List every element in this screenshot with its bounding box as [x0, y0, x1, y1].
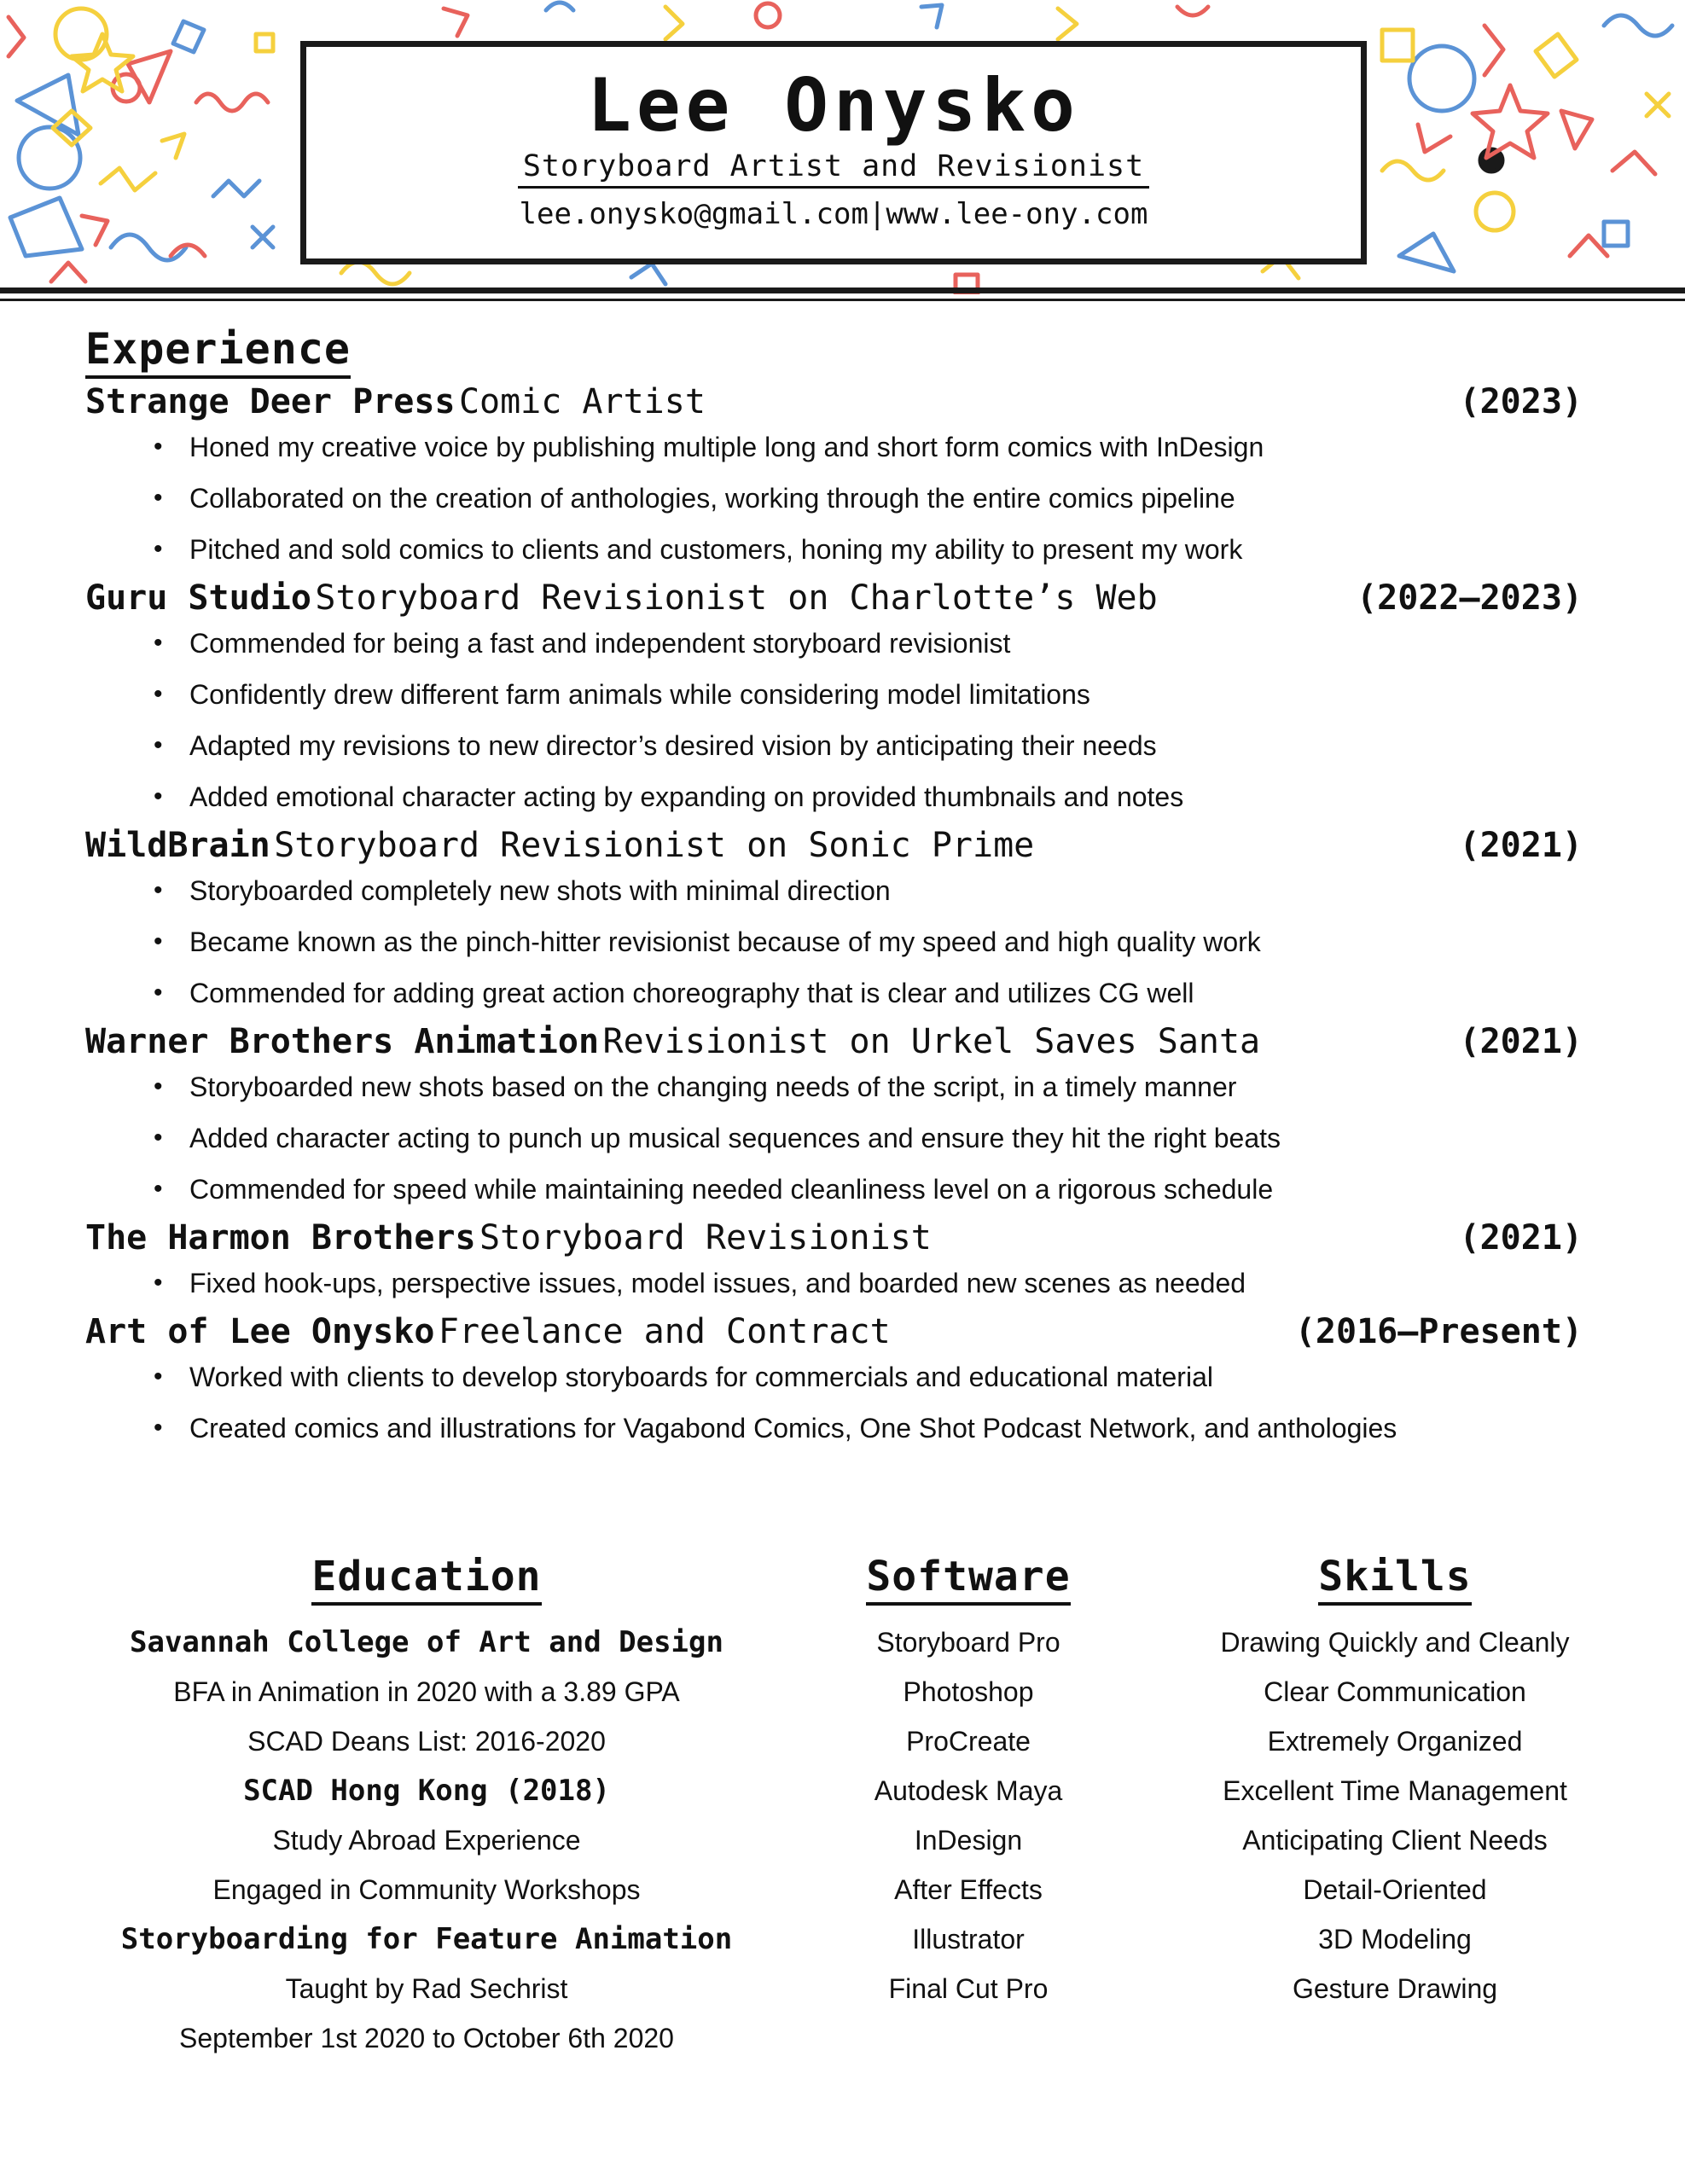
- software-item: Autodesk Maya: [874, 1775, 1063, 1806]
- experience-job: [85, 382, 1621, 575]
- education-entry-list: [85, 1618, 768, 2063]
- skills-item: Clear Communication: [1264, 1676, 1526, 1707]
- job-company: Art of Lee Onysko: [85, 1312, 435, 1351]
- software-item: Storyboard Pro: [876, 1627, 1060, 1658]
- job-bullet-list: [85, 1061, 1621, 1215]
- education-entry-detail: SCAD Deans List: 2016-2020: [247, 1726, 606, 1757]
- software-heading: Software: [866, 1553, 1070, 1606]
- job-bullet: • Adapted my revisions to new director’s desired vision by anticipating their needs: [189, 720, 1621, 771]
- education-entry-detail: September 1st 2020 to October 6th 2020: [179, 2023, 674, 2053]
- job-bullet: • Worked with clients to develop storyboards for commercials and educational material: [189, 1351, 1621, 1403]
- software-item: Photoshop: [903, 1676, 1034, 1707]
- skills-heading: Skills: [1318, 1553, 1471, 1606]
- job-company: Strange Deer Press: [85, 382, 456, 421]
- software-item: Illustrator: [912, 1924, 1025, 1955]
- skills-item: Anticipating Client Needs: [1242, 1825, 1548, 1856]
- job-title-left: [85, 1022, 1460, 1061]
- job-company: WildBrain: [85, 826, 270, 865]
- education-entry-title: SCAD Hong Kong (2018): [243, 1774, 610, 1808]
- job-role: Storyboard Revisionist on Sonic Prime: [274, 826, 1035, 865]
- software-item: ProCreate: [906, 1726, 1031, 1757]
- job-bullet: • Collaborated on the creation of anthologies, working through the entire comics pipeline: [189, 473, 1621, 524]
- job-bullet: • Pitched and sold comics to clients and customers, honing my ability to present my work: [189, 524, 1621, 575]
- job-bullet: • Storyboarded new shots based on the changing needs of the script, in a timely manner: [189, 1061, 1621, 1112]
- skills-item-list: [1169, 1618, 1621, 2013]
- job-role: Comic Artist: [458, 382, 706, 421]
- job-title-line: [85, 826, 1583, 865]
- software-item: Final Cut Pro: [888, 1973, 1049, 2004]
- job-title-left: [85, 826, 1460, 865]
- job-title-line: [85, 578, 1583, 618]
- skills-item: Drawing Quickly and Cleanly: [1220, 1627, 1570, 1658]
- job-title-left: [85, 1312, 1295, 1351]
- experience-job: [85, 1312, 1621, 1454]
- job-company: Warner Brothers Animation: [85, 1022, 600, 1061]
- job-date: (2016–Present): [1294, 1312, 1583, 1351]
- skills-item: Extremely Organized: [1267, 1726, 1523, 1757]
- job-bullet-list: [85, 421, 1621, 575]
- job-title-left: [85, 578, 1357, 618]
- experience-job-list: [85, 382, 1621, 1454]
- job-bullet: • Confidently drew different farm animals while considering model limitations: [189, 669, 1621, 720]
- education-entry-detail: Taught by Rad Sechrist: [285, 1973, 568, 2004]
- software-item: After Effects: [894, 1874, 1043, 1905]
- name-card: [300, 41, 1367, 264]
- skills-item: Gesture Drawing: [1292, 1973, 1498, 2004]
- experience-job: [85, 578, 1621, 822]
- job-company: The Harmon Brothers: [85, 1218, 476, 1258]
- job-title-left: [85, 1218, 1460, 1258]
- job-date: (2022–2023): [1357, 578, 1583, 618]
- job-title-line: [85, 382, 1583, 421]
- job-bullet-list: [85, 1258, 1621, 1309]
- job-bullet: • Added character acting to punch up musical sequences and ensure they hit the right beats: [189, 1112, 1621, 1164]
- education-entry-title: Storyboarding for Feature Animation: [120, 1922, 733, 1956]
- education-entry-title: Savannah College of Art and Design: [130, 1625, 723, 1659]
- job-title-line: [85, 1218, 1583, 1258]
- page-title: Lee Onysko: [587, 63, 1080, 148]
- software-item: InDesign: [914, 1825, 1023, 1856]
- header-divider-thin: [0, 299, 1685, 301]
- education-section: [85, 1553, 768, 2063]
- job-company: Guru Studio: [85, 578, 311, 618]
- skills-section: [1169, 1553, 1621, 2013]
- job-subtitle: Storyboard Artist and Revisionist: [518, 149, 1149, 189]
- job-bullet-list: [85, 865, 1621, 1019]
- skills-item: Detail-Oriented: [1303, 1874, 1487, 1905]
- job-bullet: • Storyboarded completely new shots with minimal direction: [189, 865, 1621, 916]
- job-bullet: • Commended for speed while maintaining needed cleanliness level on a rigorous schedule: [189, 1164, 1621, 1215]
- job-role: Storyboard Revisionist on Charlotte’s Web: [315, 578, 1158, 618]
- contact-line: lee.onysko@gmail.com|www.lee-ony.com: [519, 197, 1148, 231]
- job-title-line: [85, 1312, 1583, 1351]
- job-bullet: • Fixed hook-ups, perspective issues, model issues, and boarded new scenes as needed: [189, 1258, 1621, 1309]
- job-role: Freelance and Contract: [438, 1312, 891, 1351]
- education-entry-detail: Engaged in Community Workshops: [212, 1874, 641, 1905]
- job-bullet: • Commended for adding great action choreography that is clear and utilizes CG well: [189, 967, 1621, 1019]
- job-date: (2021): [1459, 1022, 1583, 1061]
- skills-item: Excellent Time Management: [1223, 1775, 1567, 1806]
- education-entry-detail: Study Abroad Experience: [272, 1825, 581, 1856]
- education-heading: Education: [311, 1553, 541, 1606]
- job-title-left: [85, 382, 1460, 421]
- job-bullet: • Honed my creative voice by publishing multiple long and short form comics with InDesign: [189, 421, 1621, 473]
- job-date: (2023): [1459, 382, 1583, 421]
- experience-heading: Experience: [85, 324, 351, 379]
- job-bullet: • Added emotional character acting by expanding on provided thumbnails and notes: [189, 771, 1621, 822]
- job-bullet: • Became known as the pinch-hitter revisionist because of my speed and high quality work: [189, 916, 1621, 967]
- job-role: Storyboard Revisionist: [479, 1218, 932, 1258]
- job-title-line: [85, 1022, 1583, 1061]
- experience-job: [85, 826, 1621, 1019]
- experience-job: [85, 1218, 1621, 1309]
- software-section: [768, 1553, 1169, 2013]
- experience-section: [85, 324, 1621, 1454]
- job-role: Revisionist on Urkel Saves Santa: [602, 1022, 1261, 1061]
- job-bullet: • Commended for being a fast and independent storyboard revisionist: [189, 618, 1621, 669]
- job-bullet-list: [85, 618, 1621, 822]
- job-bullet-list: [85, 1351, 1621, 1454]
- experience-job: [85, 1022, 1621, 1215]
- job-bullet: • Created comics and illustrations for Vagabond Comics, One Shot Podcast Network, and anthologies: [189, 1403, 1621, 1454]
- job-date: (2021): [1459, 1218, 1583, 1258]
- job-date: (2021): [1459, 826, 1583, 865]
- software-item-list: [768, 1618, 1169, 2013]
- education-entry-detail: BFA in Animation in 2020 with a 3.89 GPA: [173, 1676, 680, 1707]
- header-divider-thick: [0, 288, 1685, 293]
- skills-item: 3D Modeling: [1318, 1924, 1472, 1955]
- bottom-columns: [85, 1553, 1621, 2063]
